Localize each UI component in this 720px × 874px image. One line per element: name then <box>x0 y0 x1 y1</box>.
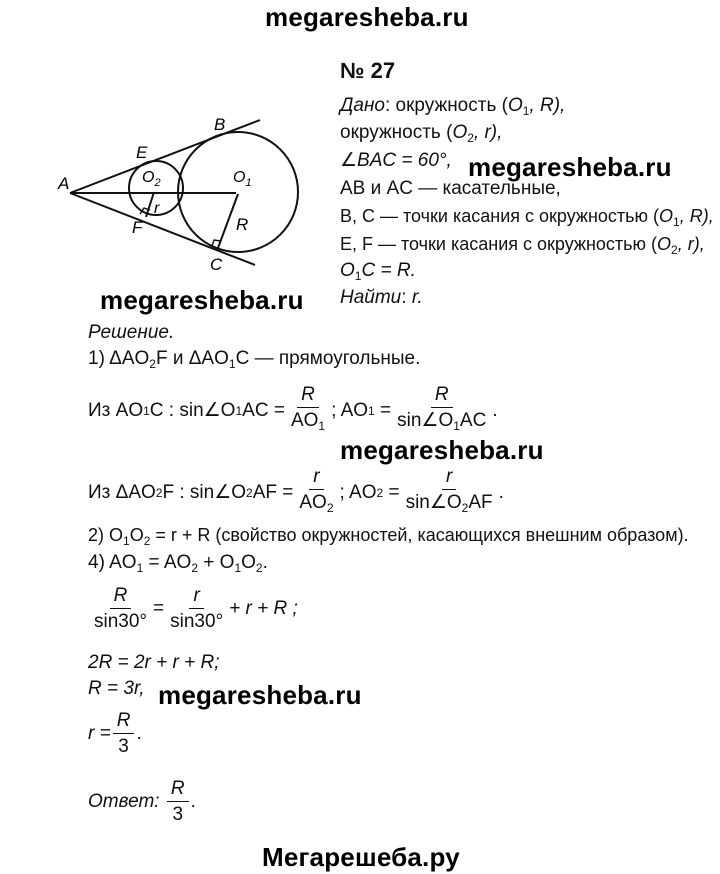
label-a: A <box>58 174 70 193</box>
watermark-lower: megaresheba.ru <box>158 680 362 710</box>
given-title: Дано <box>340 95 385 116</box>
watermark-mid: megaresheba.ru <box>340 435 544 465</box>
label-o1: $O_1$ <box>233 169 252 189</box>
solution-equation: $\frac{R}{\sin 30^\circ}$ = $\frac{r}{\sin 30^\circ}$ + r + R ; <box>88 585 298 633</box>
watermark-given: megaresheba.ru <box>468 152 672 182</box>
given-line-4: AB и AC — касательные, <box>340 178 561 199</box>
label-r: r <box>154 200 160 217</box>
solution-from-1: Из AO 1 C : sin∠O 1 AC = $\frac{R}{AO_1}$ ; AO 1 = $\frac{R}{\sin\angle O_1AC}$ . <box>88 384 498 437</box>
geometry-figure <box>50 110 330 280</box>
label-e: E <box>136 143 148 162</box>
fraction-r-over-sin30: $\frac{R}{\sin 30^\circ}$ <box>94 585 148 632</box>
solution-answer: Ответ: $\frac{R}{3}$ . <box>88 778 196 825</box>
fraction-r-over-3: $\frac{R}{3}$ <box>113 710 135 758</box>
fraction-small-r-over-sin30: $\frac{r}{\sin 30^\circ}$ <box>170 585 224 632</box>
label-o2: $O_2$ <box>142 169 161 189</box>
given-line-1: Дано: окружность ($O_1$, R), <box>340 95 566 118</box>
given-line-3: ∠BAC = 60°, <box>340 150 452 171</box>
solution-r-result: r = $\frac{R}{3}$ . <box>88 710 142 757</box>
tangent-ac <box>70 193 255 265</box>
given-line-7: $O_1C = R$. <box>340 260 416 283</box>
fraction-r-over-sin-o2af: $\frac{r}{\sin\angle O_2AF}$ <box>405 466 493 515</box>
fraction-r-over-sin-o1ac: $\frac{R}{\sin\angle O_1AC}$ <box>397 384 487 433</box>
solution-line-2r: 2R = 2r + r + R; <box>88 652 220 673</box>
solution-step-4: 4) $AO_1 = AO_2 + O_1O_2$. <box>88 552 268 575</box>
given-find: Найти: r. <box>340 287 423 308</box>
radius-big-r <box>218 194 238 248</box>
label-f: F <box>132 218 143 237</box>
watermark-bottom: Мегарешеба.ру <box>262 842 460 872</box>
given-line-2: окружность ($O_2$, r), <box>340 122 503 145</box>
given-line-5: B, C — точки касания с окружностью ($O_1$, R), <box>340 206 714 229</box>
answer-fraction: $\frac{R}{3}$ <box>167 778 189 826</box>
label-b: B <box>214 115 226 134</box>
fraction-r-over-ao2: $\frac{r}{AO_2}$ <box>299 466 334 515</box>
solution-line-r-3r: R = 3r, <box>88 678 145 699</box>
solution-step-1: 1) $\Delta AO_2F$ и $\Delta AO_1C$ — прямоугольные. <box>88 348 421 371</box>
watermark-under-figure: megaresheba.ru <box>100 285 304 315</box>
problem-number: № 27 <box>340 58 396 83</box>
solution-step-2: 2) $O_1O_2 = r + R$ (свойство окружностей, касающихся внешним образом). <box>88 525 689 548</box>
given-line-6: E, F — точки касания с окружностью ($O_2$, r), <box>340 234 705 257</box>
label-big-r: R <box>236 215 249 234</box>
solution-from-2: Из ΔAO 2 F : sin∠O 2 AF = $\frac{r}{AO_2}$ ; AO 2 = $\frac{r}{\sin\angle O_2AF}$ . <box>88 466 504 519</box>
solution-title: Решение. <box>88 322 175 343</box>
fraction-r-over-ao1: $\frac{R}{AO_1}$ <box>290 384 326 433</box>
tangent-ab <box>70 120 260 193</box>
watermark-top: megaresheba.ru <box>265 2 469 32</box>
radius-r <box>146 192 154 217</box>
label-c: C <box>210 255 223 274</box>
